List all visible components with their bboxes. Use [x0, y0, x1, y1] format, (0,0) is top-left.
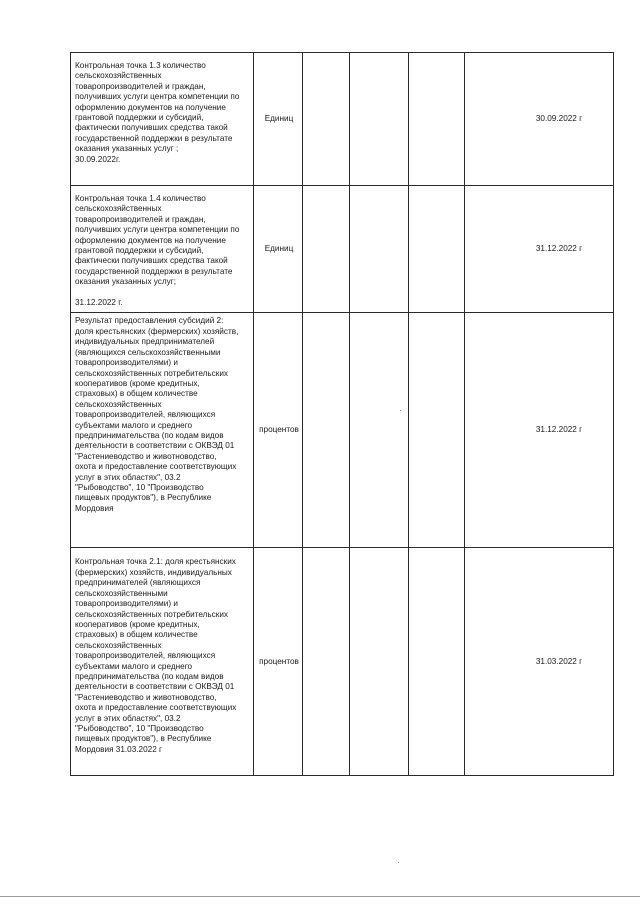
control-point-description: Контрольная точка 1.4 количество сельскохозяйственных товаропроизводителей и граждан, получивших услуги центра компетенции по оформлению документов на получение грантовой поддержки и субсидий, фактически получивших средства такой государственной поддержки в результате оказания указанных услуг; 31.12.2022 г.	[75, 194, 240, 308]
value-cell	[350, 548, 409, 776]
table-row	[71, 548, 614, 776]
table-row	[71, 313, 614, 548]
value-cell	[303, 313, 350, 548]
date-cell	[465, 313, 614, 548]
value-cell	[409, 186, 465, 313]
value-cell	[350, 186, 409, 313]
table-row	[71, 53, 614, 186]
result-description: Результат предоставления субсидий 2: доля крестьянских (фермерских) хозяйств, индивидуальных предпринимателей (являющихся сельскохозяйственными товаропроизводителями) и сельскохозяйственных потребительских кооперативов (кроме кредитных, страховых) в общем количестве сельскохозяйственных товаропроизводителей, являющихся субъектами малого и среднего предпринимательства (по кодам видов деятельности в соответствии с ОКВЭД 01 "Растениеводство и животноводство, охота и предоставление соответствующих услуг в этих областях", 03.2 "Рыбоводство", 10 "Производство пищевых продуктов"), в Республике Мордовия	[75, 316, 239, 513]
description-cell	[71, 313, 254, 548]
unit-label: процентов	[259, 425, 299, 435]
date-cell	[465, 548, 614, 776]
control-point-description: Контрольная точка 1.3 количество сельскохозяйственных товаропроизводителей и граждан, получивших услуги центра компетенции по оформлению документов на получение грантовой поддержки и субсидий, фактически получивших средства такой государственной поддержки в результате оказания указанных услуг ; 30.09.2022г.	[75, 61, 240, 164]
value-cell	[303, 548, 350, 776]
deadline-date: 31.03.2022 г	[535, 656, 583, 666]
control-point-description: Контрольная точка 2.1: доля крестьянских (фермерских) хозяйств, индивидуальных предпринимателей (являющихся сельскохозяйственными товаропроизводителями) и сельскохозяйственных потребительских кооперативов (кроме кредитных, страховых) в общем количестве сельскохозяйственных товаропроизводителей, являющихся субъектами малого и среднего предпринимательства (по кодам видов деятельности в соответствии с ОКВЭД 01 "Растениеводство и животноводство, охота и предоставление соответствующих услуг в этих областях", 03.2 "Рыбоводство", 10 "Производство пищевых продуктов"), в Республике Мордовия 31.03.2022 г	[75, 557, 237, 754]
page-bottom-edge	[0, 896, 640, 897]
scan-speck	[398, 862, 399, 863]
date-cell	[465, 186, 614, 313]
value-cell	[303, 186, 350, 313]
value-cell	[409, 548, 465, 776]
description-cell	[71, 53, 254, 186]
date-cell	[465, 53, 614, 186]
value-cell	[350, 313, 409, 548]
value-cell	[409, 313, 465, 548]
deadline-date: 31.12.2022 г	[535, 425, 583, 435]
deadline-date: 30.09.2022 г	[535, 113, 583, 123]
deadline-date: 31.12.2022 г	[535, 244, 583, 254]
value-cell	[303, 53, 350, 186]
unit-cell	[254, 313, 303, 548]
unit-label: Единиц	[264, 244, 294, 254]
unit-cell	[254, 53, 303, 186]
scan-speck	[400, 410, 401, 411]
table-row	[71, 186, 614, 313]
value-cell	[350, 53, 409, 186]
value-cell	[409, 53, 465, 186]
description-cell	[71, 548, 254, 776]
results-table	[70, 52, 614, 776]
unit-cell	[254, 186, 303, 313]
unit-label: Единиц	[264, 113, 294, 123]
description-cell	[71, 186, 254, 313]
unit-label: процентов	[259, 656, 299, 666]
unit-cell	[254, 548, 303, 776]
